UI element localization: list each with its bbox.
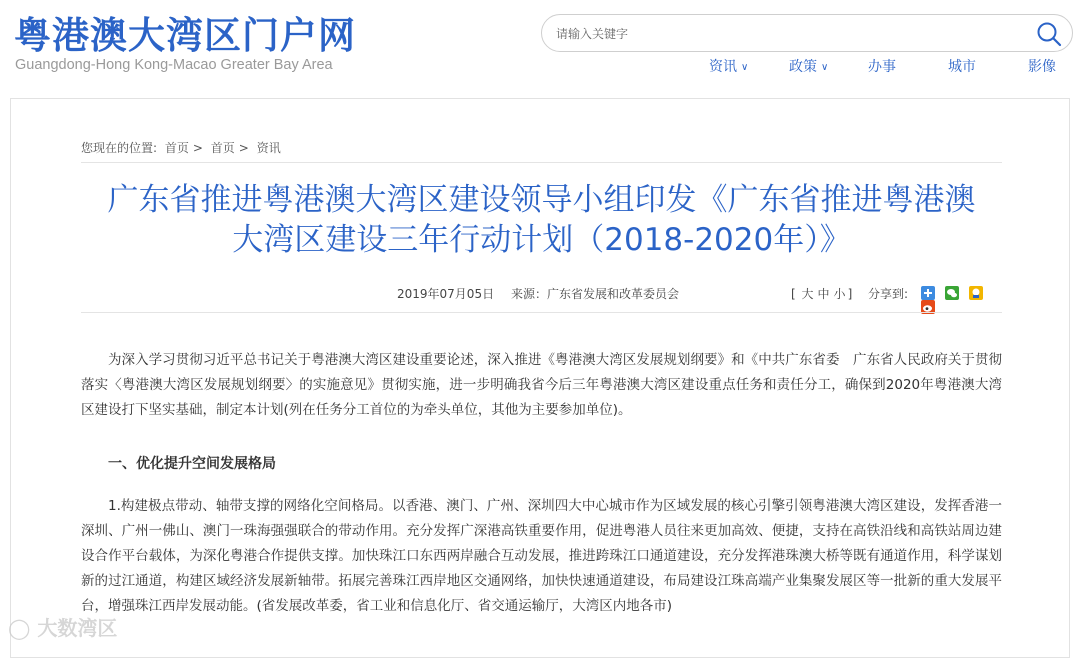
article-paragraph: 1.构建极点带动、轴带支撑的网络化空间格局。以香港、澳门、广州、深圳四大中心城市作为区域发展的核心引擎引领粤港澳大湾区建设，发挥香港一深圳、广州一佛山、澳门一珠海强强联合的带动作用。充分发挥广深港高铁重要作用，促进粤港人员往来更加高效、便捷，支持在高铁沿线和高铁站周边建设合作平台载体，为深化粤港合作提供支撑。加快珠江口东西两岸融合互动发展，推进跨珠江口通道建设，充分发挥港珠澳大桥等既有通道作用，科学谋划新的过江通道，构建区域经济发展新轴带。拓展完善珠江西岸地区交通网络，加快快速通道建设，布局建设江珠高端产业集聚发展区等一批新的重大发展平台，增强珠江西岸发展动能。(省发展改革委，省工业和信息化厅、省交通运输厅，大湾区内地各市) bbox=[81, 498, 1002, 614]
breadcrumb-home[interactable]: 首页 bbox=[164, 141, 189, 155]
nav-item-cities[interactable] bbox=[948, 56, 976, 76]
font-size-bracket-close: ] bbox=[847, 287, 853, 301]
nav-item-label: 政策 bbox=[789, 59, 817, 75]
article-source: 来源：广东省发展和改革委员会 bbox=[511, 287, 680, 301]
article-meta bbox=[81, 285, 1002, 303]
share-icons bbox=[921, 285, 1002, 314]
weibo-icon: ◯ bbox=[8, 616, 31, 640]
breadcrumb-separator: > bbox=[192, 141, 203, 155]
article-title bbox=[81, 180, 1002, 260]
breadcrumb bbox=[81, 139, 285, 156]
nav-item-gallery[interactable] bbox=[1028, 56, 1056, 76]
nav-item-news[interactable] bbox=[709, 56, 748, 76]
breadcrumb-home[interactable]: 首页 bbox=[210, 141, 235, 155]
article-title-line: 广东省推进粤港澳大湾区建设领导小组印发《广东省推进粤港澳 bbox=[107, 182, 976, 218]
chevron-down-icon: ∨ bbox=[821, 62, 829, 73]
nav-item-policy[interactable] bbox=[789, 56, 828, 76]
share-label: 分享到: bbox=[868, 287, 909, 301]
nav-item-label: 影像 bbox=[1028, 59, 1056, 75]
font-size-control bbox=[791, 285, 852, 302]
publish-date: 2019年07月05日 bbox=[397, 287, 495, 301]
divider bbox=[81, 312, 1002, 313]
font-size-bracket-open: [ bbox=[791, 287, 796, 301]
site-logo-cn[interactable]: 粤港澳大湾区门户网 bbox=[14, 14, 356, 57]
article-title-line: 大湾区建设三年行动计划（2018-2020年）》 bbox=[232, 222, 851, 258]
font-size-medium-button[interactable]: 中 bbox=[817, 287, 830, 301]
nav-item-services[interactable] bbox=[868, 56, 896, 76]
chevron-down-icon: ∨ bbox=[741, 62, 749, 73]
search-bar bbox=[541, 14, 1073, 52]
search-input[interactable] bbox=[554, 23, 1018, 45]
wechat-icon[interactable] bbox=[945, 286, 959, 300]
nav-item-label: 资讯 bbox=[709, 59, 737, 75]
font-size-small-button[interactable]: 小 bbox=[833, 287, 846, 301]
qzone-icon[interactable] bbox=[921, 286, 935, 300]
site-logo-en: Guangdong-Hong Kong-Macao Greater Bay Area bbox=[15, 57, 333, 73]
nav-item-label: 城市 bbox=[948, 59, 976, 75]
nav-item-label: 办事 bbox=[868, 59, 896, 75]
breadcrumb-news[interactable]: 资讯 bbox=[256, 141, 281, 155]
watermark-text: 大数湾区 bbox=[37, 616, 118, 640]
watermark bbox=[8, 612, 117, 641]
search-icon[interactable] bbox=[1036, 21, 1062, 47]
font-size-large-button[interactable]: 大 bbox=[801, 287, 814, 301]
article-paragraph: 为深入学习贯彻习近平总书记关于粤港澳大湾区建设重要论述，深入推进《粤港澳大湾区发展规划纲要》和《中共广东省委 广东省人民政府关于贯彻落实〈粤港澳大湾区发展规划纲要〉的实施意见》贯彻实施，进一步明确我省今后三年粤港澳大湾区建设重点任务和责任分工，确保到2020年粤港澳大湾区建设打下坚实基础，制定本计划(列在任务分工首位的为牵头单位，其他为主要参加单位)。 bbox=[81, 352, 1002, 418]
qq-icon[interactable] bbox=[969, 286, 983, 300]
breadcrumb-prefix: 您现在的位置: bbox=[81, 141, 158, 155]
divider bbox=[81, 162, 1002, 163]
section-heading: 一、优化提升空间发展格局 bbox=[108, 456, 276, 472]
breadcrumb-separator: > bbox=[238, 141, 249, 155]
